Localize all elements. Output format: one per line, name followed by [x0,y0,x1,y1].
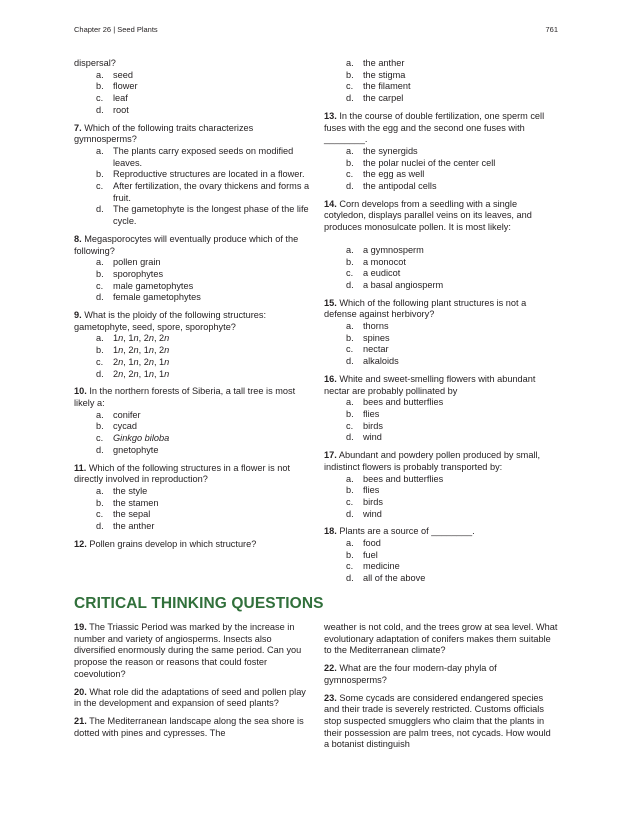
option-text: the anther [113,521,155,532]
question-number: 15. [324,297,337,308]
options-list [324,58,558,105]
option-item [324,550,558,562]
option-text: 1n, 2n, 1n, 2n [113,345,170,356]
question-14 [324,199,558,234]
question-text: Which of the following traits characterizes gymnosperms? [74,122,254,145]
options-list [324,397,558,444]
option-item [324,245,558,257]
option-letter: c. [96,181,104,192]
question-number: 22. [324,663,337,674]
option-letter: d. [346,93,354,104]
option-letter: c. [346,420,354,431]
question-10 [74,386,310,409]
option-text: The gametophyte is the longest phase of the life cycle. [113,204,309,227]
question-number: 9. [74,310,82,321]
option-item [74,257,310,269]
option-item [74,521,310,533]
option-text: Ginkgo biloba [113,433,170,444]
option-text: leaf [113,93,128,104]
critical-left-column [74,622,310,745]
question-text: Corn develops from a seedling with a single cotyledon, displays parallel veins on its leaves, and produces monosulcate pollen. It is most likely: [324,198,532,233]
option-letter: b. [346,549,354,560]
option-item [324,397,558,409]
option-letter: b. [96,169,104,180]
option-letter: b. [96,421,104,432]
question-17 [324,450,558,473]
option-text: the style [113,485,148,496]
question-19 [74,622,310,681]
option-letter: c. [96,280,104,291]
option-text: After fertilization, the ovary thickens and forms a fruit. [113,181,310,203]
option-letter: a. [346,145,354,156]
option-item [324,146,558,158]
options-list [324,474,558,521]
option-letter: c. [346,344,354,355]
question-text: Plants are a source of ________. [336,526,475,537]
option-letter: a. [96,145,104,156]
option-text: 2n, 1n, 2n, 1n [113,356,170,367]
option-text: The plants carry exposed seeds on modified leaves. [113,145,294,168]
option-item [74,509,310,521]
option-letter: b. [96,268,104,279]
option-item [324,257,558,269]
question-text: Abundant and powdery pollen produced by small, indistinct flowers is probably transported by: [324,450,541,472]
option-text: the stigma [363,69,406,80]
option-item [324,356,558,368]
option-text: cycad [113,421,138,432]
question-number: 20. [74,686,87,697]
option-letter: d. [96,204,104,215]
option-text: flies [363,408,380,419]
option-item [324,321,558,333]
option-item [324,509,558,521]
question-text: Some cycads are considered endangered species and their trade is severely restricted. Customs officials stop suspected smugglers who claim that the plants in their possession are palm trees, not cycads. How would a botanist distinguish [324,692,551,750]
option-letter: d. [96,368,104,379]
left-column [74,58,310,550]
option-item [324,93,558,105]
option-item [74,292,310,304]
question-text: Megasporocytes will eventually produce which of the following? [74,233,299,256]
question-number: 19. [74,622,87,632]
option-item [74,281,310,293]
option-letter: a. [96,257,104,268]
option-text: bees and butterflies [363,473,444,484]
option-item [324,268,558,280]
option-item [324,409,558,421]
option-text: wind [363,508,382,519]
option-text: 2n, 2n, 1n, 1n [113,368,170,379]
question-text: In the course of double fertilization, one sperm cell fuses with the egg and the second one fuses with ________. [324,110,545,145]
question-number: 10. [74,386,87,397]
question-number: 23. [324,692,337,703]
option-text: the polar nuclei of the center cell [363,157,496,168]
question-20 [74,687,310,710]
question-text: In the northern forests of Siberia, a tall tree is most likely a: [74,386,296,408]
option-text: bees and butterflies [363,397,444,408]
page-number: 761 [545,25,558,34]
question-12 [74,539,310,551]
option-text: the egg as well [363,169,425,180]
option-item [74,204,310,227]
option-text: birds [363,496,383,507]
question-number: 18. [324,526,337,537]
question-text: What are the four modern-day phyla of gymnosperms? [324,663,497,685]
option-text: gnetophyte [113,444,159,455]
option-letter: a. [346,473,354,484]
option-letter: b. [346,256,354,267]
option-letter: a. [346,538,354,549]
option-text: wind [363,432,382,443]
option-letter: d. [346,181,354,192]
option-text: spines [363,332,390,343]
option-item [324,181,558,193]
option-letter: d. [346,432,354,443]
option-item [74,269,310,281]
option-letter: c. [346,268,354,279]
option-item [74,81,310,93]
option-item [324,421,558,433]
option-text: 1n, 1n, 2n, 2n [113,333,170,344]
question-23 [324,693,558,752]
question-text: The Triassic Period was marked by the increase in number and variety of angiosperms. Insects also diversified enormously during the same period. Can you propose the reason or reasons that could foster coevolution? [74,622,302,679]
option-letter: d. [96,444,104,455]
option-text: sporophytes [113,268,164,279]
option-text: alkaloids [363,356,399,367]
option-letter: a. [346,244,354,255]
option-text: flies [363,485,380,496]
option-item [324,573,558,585]
options-list [324,321,558,368]
option-item [74,357,310,369]
question-8 [74,234,310,257]
option-item [324,474,558,486]
option-text: flower [113,81,138,92]
option-letter: a. [346,321,354,332]
option-item [74,93,310,105]
option-letter: a. [96,409,104,420]
option-text: the sepal [113,509,151,520]
question-number: 14. [324,198,337,209]
option-letter: d. [346,356,354,367]
option-letter: c. [96,433,104,444]
option-letter: b. [96,81,104,92]
option-letter: b. [346,485,354,496]
question-text: What role did the adaptations of seed and pollen play in the development and expansion of seed plants? [74,686,306,709]
option-text: fuel [363,549,378,560]
option-letter: d. [96,521,104,532]
question-9 [74,310,310,333]
options-list [74,410,310,457]
chapter-title: Chapter 26 | Seed Plants [74,25,158,34]
option-letter: a. [346,58,354,68]
option-item [74,369,310,381]
option-text: medicine [363,561,400,572]
option-letter: d. [96,104,104,115]
option-letter: d. [346,508,354,519]
option-text: nectar [363,344,389,355]
option-letter: c. [96,509,104,520]
option-text: male gametophytes [113,280,194,291]
option-letter: a. [96,485,104,496]
option-text: a gymnosperm [363,244,424,255]
question-7 [74,123,310,146]
question-number: 16. [324,373,337,384]
question-text: What is the ploidy of the following structures: gametophyte, seed, spore, sporophyte? [74,310,267,332]
option-item [74,169,310,181]
option-text: the stamen [113,497,159,508]
option-item [324,81,558,93]
option-text: pollen grain [113,257,161,268]
option-item [324,58,558,70]
question-16 [324,374,558,397]
option-item [324,561,558,573]
option-text: birds [363,420,383,431]
option-item [74,433,310,445]
question-11 [74,463,310,486]
critical-right-column [324,622,558,757]
option-text: a monocot [363,256,406,267]
option-letter: a. [96,333,104,344]
options-list [74,333,310,380]
options-list [74,257,310,304]
option-text: a basal angiosperm [363,279,444,290]
question-text: Pollen grains develop in which structure? [86,538,257,549]
question-number: 8. [74,233,82,244]
option-item [74,498,310,510]
option-letter: c. [346,496,354,507]
option-item [324,70,558,82]
option-letter: c. [346,81,354,92]
question-number: 7. [74,122,82,133]
question-text: Which of the following plant structures is not a defense against herbivory? [324,297,527,320]
option-item [324,485,558,497]
option-text: conifer [113,409,141,420]
option-letter: b. [346,408,354,419]
option-letter: b. [346,157,354,168]
option-letter: c. [346,169,354,180]
option-text: female gametophytes [113,292,201,303]
options-list [74,70,310,117]
option-item [324,344,558,356]
option-item [74,486,310,498]
option-text: the carpel [363,93,404,104]
option-item [324,158,558,170]
question-13 [324,111,558,146]
options-list [324,146,558,193]
option-item [324,432,558,444]
option-item [74,105,310,117]
option-letter: b. [96,497,104,508]
question-text: Which of the following structures in a flower is not directly involved in reproduction? [74,462,291,485]
option-text: thorns [363,321,389,332]
option-letter: a. [346,397,354,408]
option-letter: d. [346,573,354,584]
option-text: the filament [363,81,411,92]
option-letter: c. [96,93,104,104]
option-text: a eudicot [363,268,401,279]
option-item [74,333,310,345]
section-title: CRITICAL THINKING QUESTIONS [74,595,324,612]
option-item [74,70,310,82]
option-item [324,538,558,550]
option-text: the antipodal cells [363,181,437,192]
option-item [324,497,558,509]
question-18 [324,526,558,538]
question-21 [74,716,310,739]
option-letter: c. [346,561,354,572]
option-item [74,181,310,204]
question-number: 12. [74,538,87,549]
option-letter: d. [346,279,354,290]
question-number: 13. [324,110,337,121]
question-22 [324,663,558,686]
question-21-continued: weather is not cold, and the trees grow at sea level. What evolutionary adaptation of conifers makes them suitable to the Mediterranean climate? [324,622,558,656]
option-text: seed [113,69,133,80]
option-letter: a. [96,69,104,80]
option-item [74,410,310,422]
options-list [74,146,310,228]
question-number: 11. [74,462,87,473]
question-text: White and sweet-smelling flowers with abundant nectar are probably pollinated by [324,373,536,396]
option-item [74,146,310,169]
option-text: root [113,104,129,115]
option-item [74,445,310,457]
option-item [324,280,558,292]
options-list [324,538,558,585]
option-item [74,345,310,357]
option-item [74,421,310,433]
question-text: The Mediterranean landscape along the sea shore is dotted with pines and cypresses. The [74,715,304,738]
question-number: 21. [74,715,87,726]
option-letter: b. [346,332,354,343]
options-list [324,245,558,292]
question-continued: dispersal? [74,58,116,68]
option-item [324,333,558,345]
question-15 [324,298,558,321]
option-letter: c. [96,356,104,367]
option-text: Reproductive structures are located in a flower. [113,169,305,180]
option-letter: d. [96,292,104,303]
question-number: 17. [324,450,337,461]
option-text: all of the above [363,573,426,584]
option-item [324,169,558,181]
option-letter: b. [96,345,104,356]
option-text: food [363,538,381,549]
option-text: the anther [363,58,405,68]
options-list [74,486,310,533]
right-column [324,58,558,591]
option-letter: b. [346,69,354,80]
option-text: the synergids [363,145,418,156]
